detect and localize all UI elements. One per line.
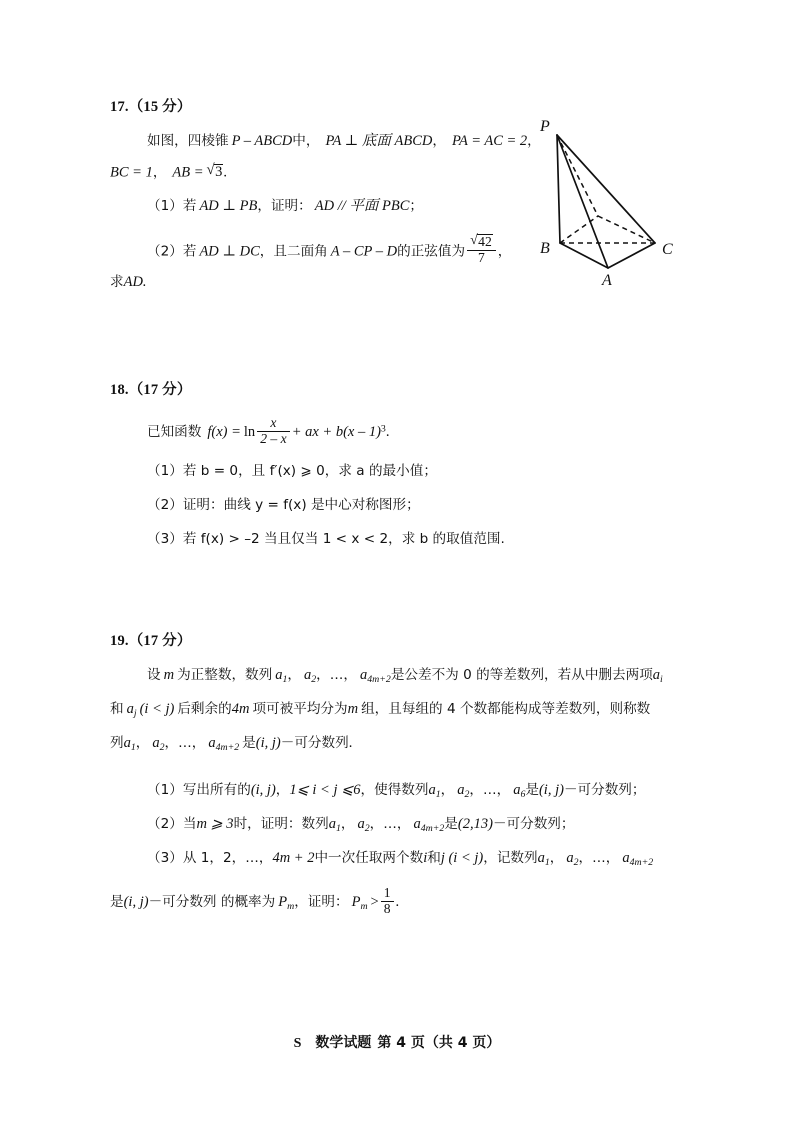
q19-sub1-a: 写出所有的	[182, 782, 251, 798]
q19-sub1-a1: $a_1$	[428, 782, 441, 800]
q19-sub1-a6: $a_6$	[513, 782, 526, 800]
q19-sub3-c: 和	[427, 850, 441, 866]
q19-l2-c: 项可被平均分为	[252, 701, 348, 717]
q19-l3-a4m2: $a_{4m+2}$	[208, 735, 240, 753]
q19-l1-c: 是公差不为 0 的等差数列，若从中删去两项	[390, 667, 653, 683]
q19-sub2-pair: (2,13)	[457, 816, 493, 832]
q19-l1-ai: $a_i$	[652, 667, 663, 685]
q19-l1-a1: $a_1$	[275, 667, 288, 685]
q17-stem-eq1: PA = AC = 2	[452, 133, 528, 149]
figure-vertex-label-P: P	[540, 118, 550, 135]
question-17-sub-2	[147, 234, 511, 266]
q19-sub1-range: 1⩽ i < j ⩽6	[289, 782, 361, 798]
question-19-stem-line-1: 设 m 为正整数，数列 $a_1$， $a_2$，…， $a_{4m+2}$是公差不为 0 的等差数列，若从中删去两项$a_i$	[147, 667, 663, 685]
q17-sub1-text-c: ；	[409, 198, 423, 214]
q19-sub2-b: 时，证明：数列	[233, 816, 329, 832]
q17-sub2-text-d: ，	[497, 243, 512, 260]
q17-sub2-expr-b: A – CP – D	[330, 243, 398, 260]
q19-sub1-b: ，使得数列	[360, 782, 429, 798]
question-18-sub-3	[147, 532, 505, 547]
question-17-sub-1	[147, 199, 423, 214]
q19-sub1-d: －可分数列；	[563, 782, 646, 798]
q19-l2-m: m	[347, 701, 359, 717]
footer-paper-tag: S	[293, 1036, 302, 1051]
q18-sub3-label: （3）	[147, 531, 183, 547]
q19-sub3-f: －可分数列 的概率为	[148, 894, 276, 911]
q19-l3-period: .	[348, 735, 353, 751]
q19-sub2-a1: $a_1$	[328, 816, 341, 834]
q17-stem-text-2: 中，	[292, 133, 320, 149]
q17-sub2-label: （2）	[147, 243, 183, 260]
q19-l3-ij: (i, j)	[255, 735, 281, 751]
q19-sub2-c: 是	[444, 816, 458, 832]
q19-sub3-gt: >	[370, 894, 379, 911]
q19-sub3-4m2: 4m + 2	[272, 850, 315, 866]
q17-comma-1: ，	[432, 133, 446, 149]
q19-sub1-c: 是	[525, 782, 539, 798]
q19-l2-a: 和	[110, 701, 124, 717]
q19-sub3-a: 从 1，2，…，	[182, 850, 273, 866]
edge-B-A	[560, 243, 608, 268]
q19-sub2-a: 当	[182, 816, 197, 832]
q17-fraction-denominator: 7	[478, 249, 485, 265]
q19-sub2-m: m ⩾ 3	[196, 816, 234, 832]
q17-stem-text-1: 如图，四棱锥	[147, 133, 229, 149]
q17-sub1-expr-b: AD // 平面 PBC	[314, 198, 410, 214]
q17-sqrt-3-radicand: 3	[215, 164, 223, 181]
figure-vertex-label-A: A	[602, 272, 612, 289]
q19-sub1-ij2: (i, j)	[538, 782, 564, 798]
q19-sub2-a2: $a_2$	[357, 816, 370, 834]
q19-sub2-label: （2）	[147, 816, 183, 832]
q17-tail-cn: 求	[110, 274, 124, 290]
q18-stem-period: .	[385, 424, 390, 441]
question-19-stem-line-2	[110, 702, 650, 719]
q19-l1-a: 设	[147, 667, 161, 683]
q18-sub3-text: 若 f(x) > –2 当且仅当 1 < x < 2，求 b 的取值范围.	[182, 531, 505, 547]
question-17-number: 17.（15 分）	[110, 99, 192, 115]
q19-l3-c: －可分数列	[280, 735, 349, 751]
q19-sub2-a4m2: $a_{4m+2}$	[413, 816, 445, 834]
q19-sub3-g: ，证明：	[294, 894, 349, 911]
page-footer	[0, 1032, 794, 1052]
q18-sub2-label: （2）	[147, 497, 183, 513]
edge-B-D-dashed	[560, 216, 598, 243]
question-17-sub-2-tail	[110, 275, 147, 290]
edge-D-C-dashed	[598, 216, 655, 243]
q19-l3-a1: $a_1$	[123, 735, 136, 753]
q19-sub3-j: j (i < j)	[440, 850, 484, 866]
edge-A-C	[608, 243, 655, 268]
question-19-sub-3-line-2	[110, 886, 399, 916]
q17-sub2-text-a: 若	[182, 243, 197, 260]
q18-stem-prefix: 已知函数	[147, 424, 202, 441]
edge-P-D-dashed	[557, 135, 598, 216]
q19-sub3-pm2: $P_m$	[351, 894, 368, 912]
q19-fraction-numerator: 1	[381, 886, 394, 902]
q17-sub1-text-a: 若	[182, 198, 197, 214]
q17-sub1-text-b: ，证明：	[257, 198, 312, 214]
q17-sub2-text-c: 的正弦值为	[397, 243, 466, 260]
q19-sub3-i: i	[423, 850, 428, 866]
q18-fraction-numerator: x	[257, 416, 290, 432]
q19-sub3-d: ，记数列	[483, 850, 538, 866]
q19-fraction-1-over-8	[381, 886, 394, 916]
question-19-sub-1: （1）写出所有的(i, j)，1⩽ i < j ⩽6，使得数列$a_1$， $a_2$，…， $a_6$是(i, j)－可分数列；	[147, 782, 646, 800]
q17-stem-solid: P – ABCD	[231, 133, 293, 149]
q18-stem-rest: + ax + b(x – 1)	[291, 424, 381, 441]
q17-sub1-label: （1）	[147, 198, 183, 214]
q17-sqrt-3	[207, 164, 224, 180]
question-18-sub-1	[147, 464, 437, 479]
q17-sqrt-42	[470, 234, 493, 250]
question-18-stem	[147, 416, 389, 446]
q17-period-1: .	[223, 164, 227, 181]
q19-l3-a: 列	[110, 735, 124, 751]
q19-sub2-d: －可分数列；	[492, 816, 575, 832]
question-17-stem-line-1	[147, 134, 541, 149]
q19-sub3-label: （3）	[147, 850, 183, 866]
q18-stem-fx: f(x) =	[207, 424, 241, 441]
q17-sub1-expr-a: AD ⊥ PB	[199, 198, 258, 214]
figure-vertex-label-B: B	[540, 240, 550, 257]
q17-stem-perp: PA ⊥ 底面 ABCD	[325, 133, 433, 149]
q19-l2-b: 后剩余的	[177, 701, 232, 717]
q19-sub3-e: 是	[110, 894, 124, 911]
footer-subject: 数学试题	[315, 1035, 372, 1051]
q18-fraction-x-over-2-minus-x	[257, 416, 290, 446]
footer-page-number: 第 4 页（共 4 页）	[377, 1035, 501, 1051]
q17-comma-3: ，	[152, 164, 167, 181]
question-19-stem-line-3: 列$a_1$， $a_2$，…， $a_{4m+2}$ 是(i, j)－可分数列.	[110, 735, 353, 753]
q19-l3-b: 是	[242, 735, 256, 751]
q17-sqrt-42-radicand: 42	[478, 234, 492, 250]
edge-P-B	[557, 135, 560, 243]
q19-sub1-label: （1）	[147, 782, 183, 798]
q19-sub3-a1: $a_1$	[537, 850, 550, 868]
q19-sub3-b: 中一次任取两个数	[314, 850, 424, 866]
q17-fraction-numerator	[467, 234, 496, 251]
q19-fraction-denominator: 8	[383, 900, 391, 916]
q19-sub1-a2: $a_2$	[457, 782, 470, 800]
q19-l2-4m: 4m	[231, 701, 250, 717]
visible-edges-group	[557, 135, 655, 268]
question-19-number: 19.（17 分）	[110, 633, 192, 649]
q18-fraction-denominator: 2 – x	[260, 430, 287, 446]
q19-l1-b: 为正整数，数列	[177, 667, 273, 683]
q17-sub2-expr-a: AD ⊥ DC	[199, 243, 260, 260]
q19-l2-ij: (i < j)	[139, 701, 175, 717]
question-19-sub-3-line-1: （3）从 1，2，…，4m + 2中一次任取两个数i和j (i < j)，记数列$a_1$， $a_2$，…， $a_{4m+2}$	[147, 850, 654, 868]
q19-l1-a4m2: $a_{4m+2}$	[359, 667, 391, 685]
question-17-stem-line-2	[110, 164, 227, 180]
q18-sub2-text: 证明：曲线 y = f(x) 是中心对称图形；	[182, 497, 420, 513]
q18-sub1-label: （1）	[147, 463, 183, 479]
question-17-figure	[520, 96, 700, 306]
q19-sub3-a4m2: $a_{4m+2}$	[622, 850, 654, 868]
q17-tail-ad: AD.	[123, 274, 147, 290]
edge-P-A	[557, 135, 608, 268]
q18-sub1-text: 若 b = 0，且 f′(x) ⩾ 0，求 a 的最小值；	[182, 463, 437, 479]
q19-l3-a2: $a_2$	[152, 735, 165, 753]
q19-l2-aj: $a_j$	[126, 701, 137, 719]
q18-stem-power: 3	[380, 423, 386, 435]
q19-sub3-a2: $a_2$	[566, 850, 579, 868]
q19-sub3-period: .	[395, 894, 400, 911]
q17-stem-eq2: BC = 1	[110, 164, 153, 181]
q19-sub3-ij: (i, j)	[123, 894, 149, 911]
q19-l2-d: 组，且每组的 4 个数都能构成等差数列，则称数	[361, 701, 651, 717]
q17-stem-eq3-prefix: AB =	[172, 164, 204, 181]
q17-fraction-sqrt42-over-7	[467, 234, 496, 266]
q19-sub1-ij: (i, j)	[250, 782, 276, 798]
question-18-number: 18.（17 分）	[110, 382, 192, 398]
figure-vertex-label-C: C	[662, 241, 673, 258]
edge-P-C	[557, 135, 655, 243]
q19-l1-a2: $a_2$	[304, 667, 317, 685]
question-18-sub-2	[147, 498, 420, 513]
q17-comma-2: ，	[527, 133, 541, 149]
q17-sub2-text-b: ，且二面角	[259, 243, 328, 260]
q19-sub3-pm: $P_m$	[278, 894, 295, 912]
question-19-sub-2: （2）当m ⩾ 3时，证明：数列$a_1$， $a_2$，…， $a_{4m+2}$是(2,13)－可分数列；	[147, 816, 575, 834]
q19-l1-m: m	[163, 667, 175, 683]
q18-stem-ln: ln	[243, 424, 256, 441]
